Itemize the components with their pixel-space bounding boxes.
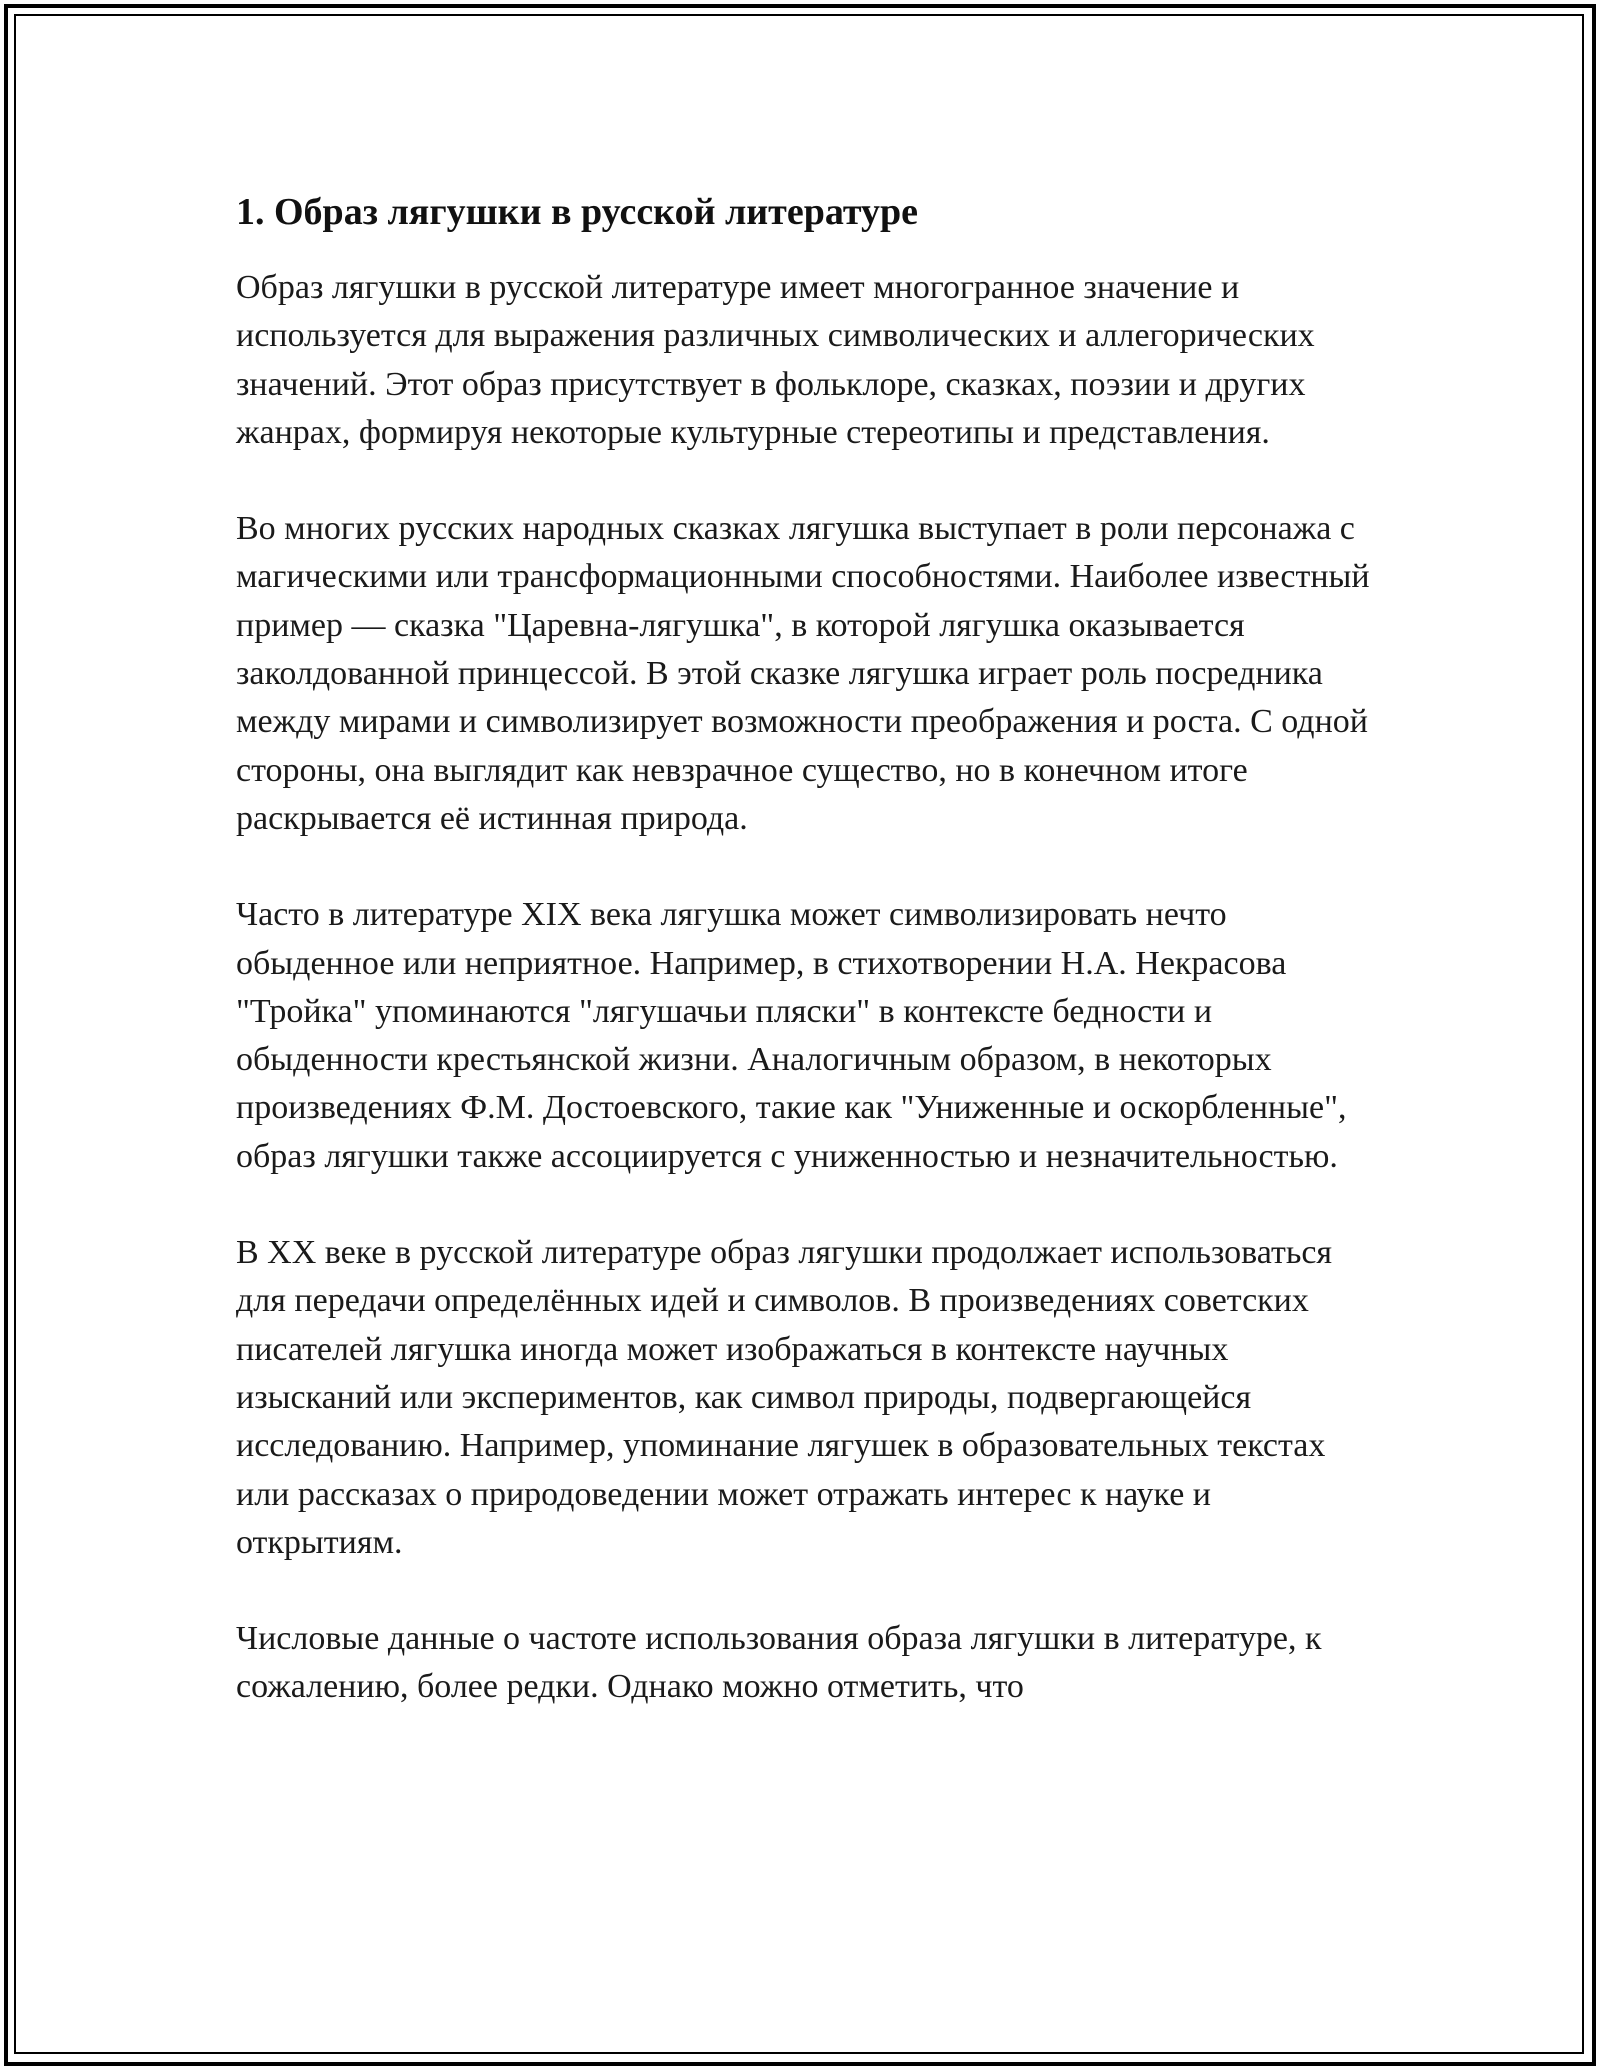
paragraph-1: Образ лягушки в русской литературе имеет многогранное значение и используется для выражения различных символических и аллегорических значений. Этот образ присутствует в фольклоре, сказках, поэзии и других жанрах, формируя некоторые культурные стереотипы и представления. xyxy=(236,269,1315,451)
section-heading: 1. Образ лягушки в русской литературе xyxy=(236,191,919,233)
document-body xyxy=(236,180,1376,1760)
paragraph-4: В XX веке в русской литературе образ лягушки продолжает использоваться для передачи определённых идей и символов. В произведениях советских писателей лягушка иногда может изображаться в контексте научных изысканий или экспериментов, как символ природы, подвергающейся исследованию. Например, упоминание лягушек в образовательных текстах или рассказах о природоведении может отражать интерес к науке и открытиям. xyxy=(236,1234,1333,1561)
paragraph-2: Во многих русских народных сказках лягушка выступает в роли персонажа с магическими или трансформационными способностями. Наиболее известный пример — сказка "Царевна-лягушка", в которой лягушка оказывается заколдованной принцессой. В этой сказке лягушка играет роль посредника между мирами и символизирует возможности преображения и роста. С одной стороны, она выглядит как невзрачное существо, но в конечном итоге раскрывается её истинная природа. xyxy=(236,510,1370,837)
paragraph-5: Числовые данные о частоте использования образа лягушки в литературе, к сожалению, более редки. Однако можно отметить, что xyxy=(236,1620,1322,1706)
paragraph-3: Часто в литературе XIX века лягушка может символизировать нечто обыденное или неприятное. Например, в стихотворении Н.А. Некрасова "Тройка" упоминаются "лягушачьи пляски" в контексте бедности и обыденности крестьянской жизни. Аналогичным образом, в некоторых произведениях Ф.М. Достоевского, такие как "Униженные и оскорбленные", образ лягушки также ассоциируется с униженностью и незначительностью. xyxy=(236,896,1347,1175)
